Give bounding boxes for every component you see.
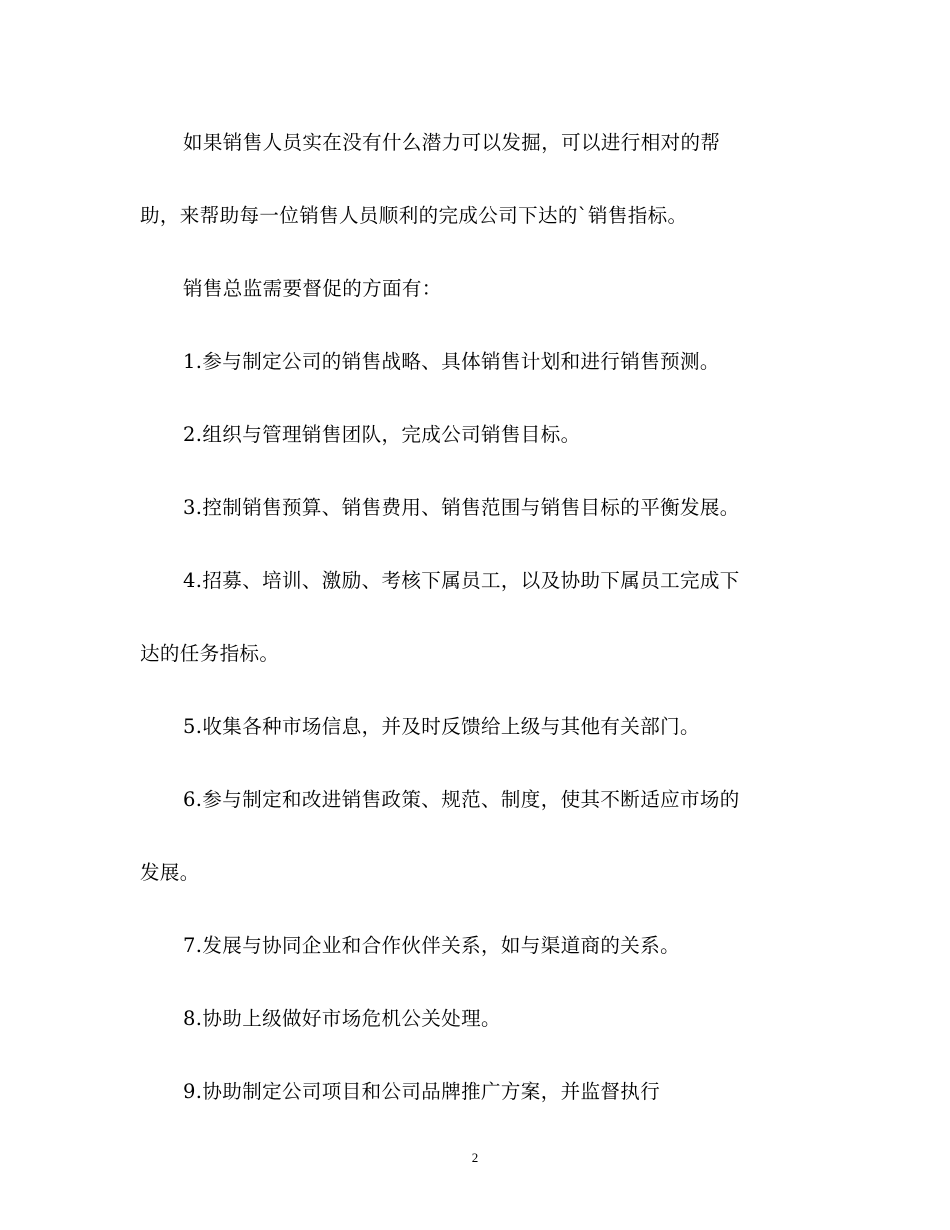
list-item-1: 1.参与制定公司的销售战略、具体销售计划和进行销售预测。	[183, 350, 720, 373]
page-number: 2	[471, 1150, 479, 1165]
list-item-2: 2.组织与管理销售团队，完成公司销售目标。	[183, 423, 581, 446]
list-item-9: 9.协助制定公司项目和公司品牌推广方案，并监督执行	[183, 1080, 661, 1103]
list-item-5: 5.收集各种市场信息，并及时反馈给上级与其他有关部门。	[183, 715, 700, 738]
list-item-8: 8.协助上级做好市场危机公关处理。	[183, 1007, 501, 1030]
list-item-4: 4.招募、培训、激励、考核下属员工，以及协助下属员工完成下	[183, 569, 740, 592]
paragraph-line: 销售总监需要督促的方面有：	[183, 277, 442, 300]
list-item-4-continuation: 达的任务指标。	[140, 642, 280, 665]
document-body	[140, 124, 800, 1146]
paragraph-line: 如果销售人员实在没有什么潜力可以发掘，可以进行相对的帮	[183, 131, 721, 154]
list-item-6: 6.参与制定和改进销售政策、规范、制度，使其不断适应市场的	[183, 788, 740, 811]
paragraph-line: 助，来帮助每一位销售人员顺利的完成公司下达的`销售指标。	[140, 204, 688, 227]
list-item-3: 3.控制销售预算、销售费用、销售范围与销售目标的平衡发展。	[183, 496, 740, 519]
list-item-6-continuation: 发展。	[140, 861, 200, 884]
list-item-7: 7.发展与协同企业和合作伙伴关系，如与渠道商的关系。	[183, 934, 681, 957]
